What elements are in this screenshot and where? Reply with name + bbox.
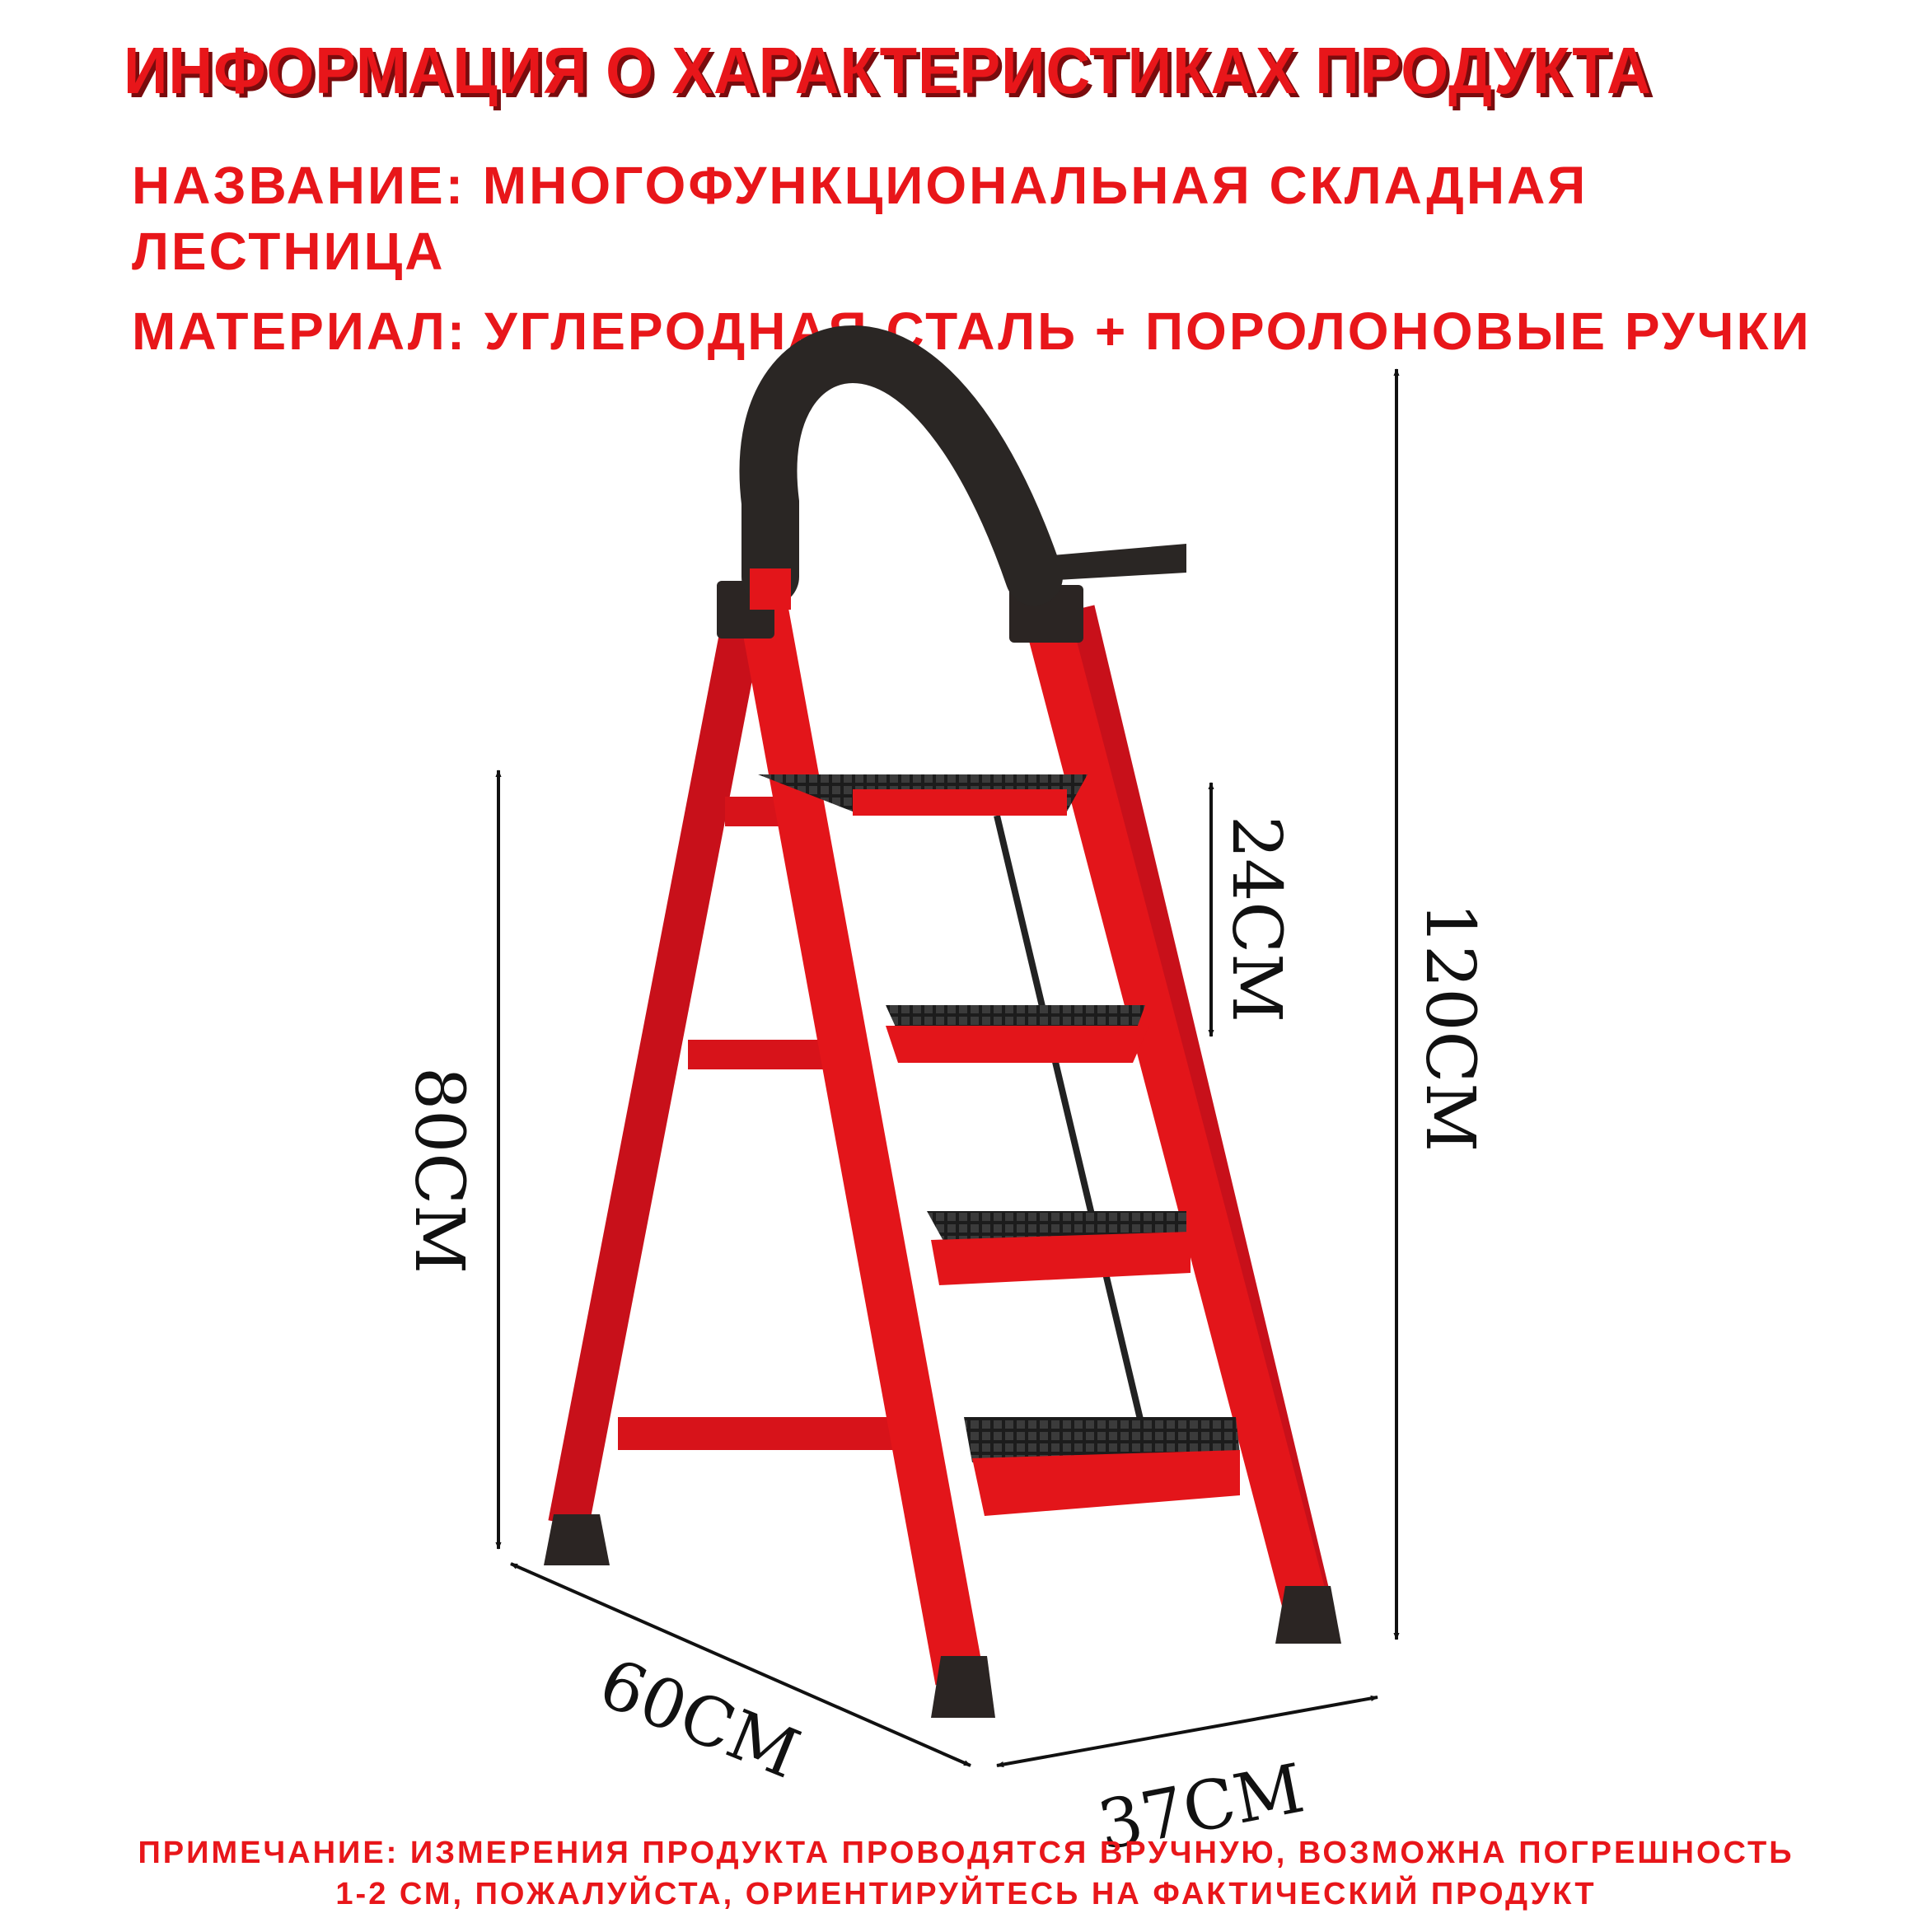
- step-spacing-label: 24CM: [1217, 816, 1295, 1023]
- step: [964, 1417, 1240, 1516]
- tool-tray: [1042, 544, 1186, 581]
- width-label: 37CM: [1092, 1749, 1311, 1866]
- height-platform-label: 80CM: [400, 1067, 478, 1275]
- measurement-note-line-1: ПРИМЕЧАНИЕ: ИЗМЕРЕНИЯ ПРОДУКТА ПРОВОДЯТСЯ ВРУЧНУЮ, ВОЗМОЖНА ПОГРЕШНОСТЬ: [138, 1836, 1794, 1870]
- width-arrow: [997, 1697, 1378, 1766]
- rubber-foot: [1275, 1586, 1341, 1644]
- foam-handle: [769, 354, 1034, 577]
- front-left-leg: [762, 601, 960, 1681]
- step: [927, 1211, 1191, 1285]
- measurement-note-line-2: 1-2 СМ, ПОЖАЛУЙСТА, ОРИЕНТИРУЙТЕСЬ НА ФАКТИЧЕСКИЙ ПРОДУКТ: [335, 1877, 1597, 1911]
- product-info-title: ИНФОРМАЦИЯ О ХАРАКТЕРИСТИКАХ ПРОДУКТА: [124, 34, 1652, 107]
- product-material: МАТЕРИАЛ: УГЛЕРОДНАЯ СТАЛЬ + ПОРОЛОНОВЫЕ РУЧКИ: [132, 302, 1812, 361]
- product-name-line-1: НАЗВАНИЕ: МНОГОФУНКЦИОНАЛЬНАЯ СКЛАДНАЯ: [132, 156, 1588, 215]
- rubber-foot: [931, 1656, 995, 1718]
- depth-label: 60CM: [588, 1644, 810, 1794]
- step: [886, 1005, 1149, 1063]
- product-name-line-2: ЛЕСТНИЦА: [132, 222, 446, 281]
- rubber-foot: [544, 1514, 610, 1565]
- folding-ladder: [544, 354, 1341, 1718]
- height-total-label: 120CM: [1410, 902, 1489, 1153]
